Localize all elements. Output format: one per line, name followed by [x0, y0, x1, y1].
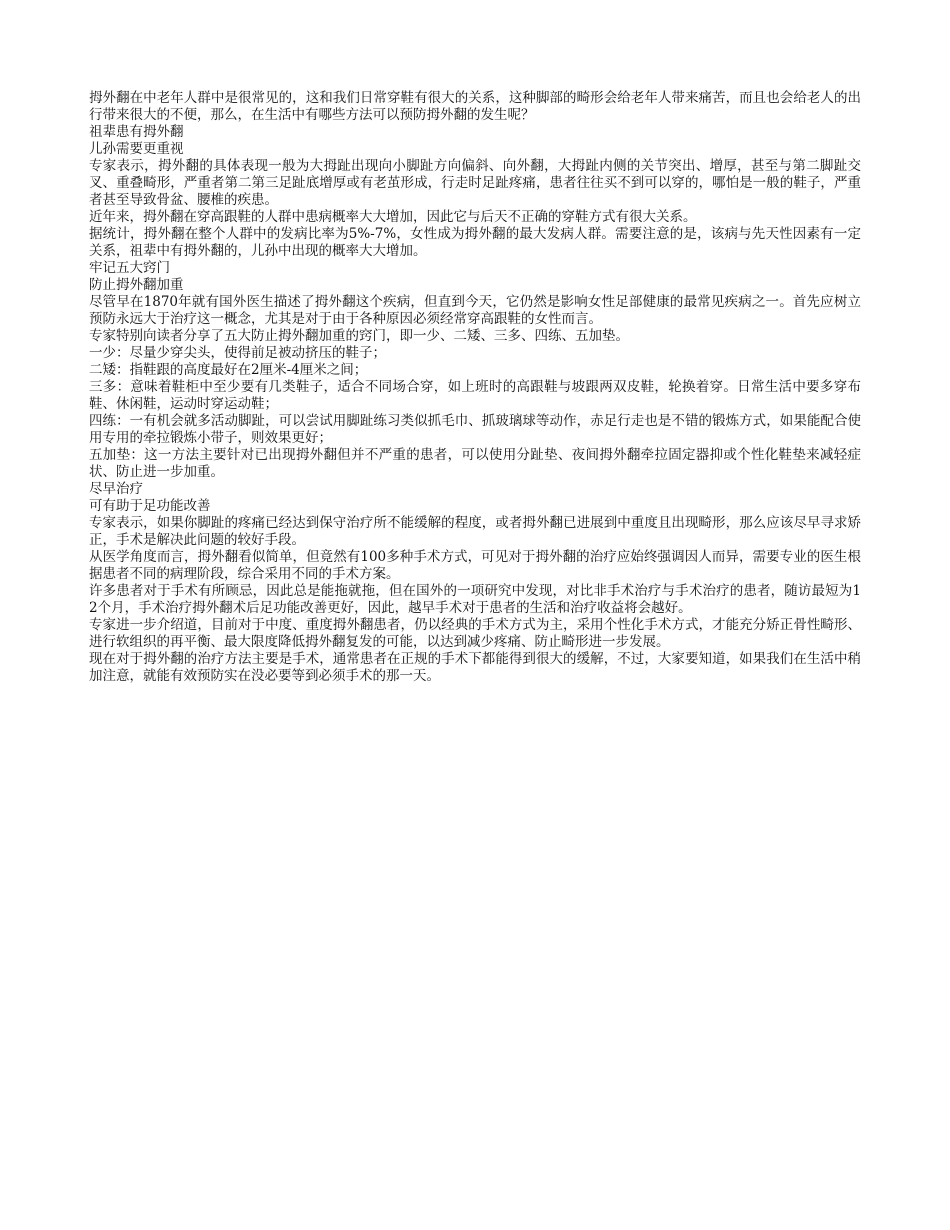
section-heading-line: 尽早治疗 [89, 481, 143, 497]
paragraph: 专家表示，如果你脚趾的疼痛已经达到保守治疗所不能缓解的程度，或者拇外翻已进展到中重度且出现畸形，那么应该尽早寻求矫正，手术是解决此问题的较好手段。 [89, 515, 861, 548]
section-heading-line: 牢记五大窍门 [89, 260, 170, 276]
paragraph: 据统计，拇外翻在整个人群中的发病比率为5%-7%，女性成为拇外翻的最大发病人群。需要注意的是，该病与先天性因素有一定关系，祖辈中有拇外翻的，儿孙中出现的概率大大增加。 [89, 226, 861, 259]
paragraph: 专家表示，拇外翻的具体表现一般为大拇趾出现向小脚趾方向偏斜、向外翻，大拇趾内侧的关节突出、增厚，甚至与第二脚趾交叉、重叠畸形，严重者第二第三足趾底增厚或有老茧形成，行走时足趾疼痛，患者往往买不到可以穿的，哪怕是一般的鞋子，严重者甚至导致骨盆、腰椎的疾患。 [89, 158, 861, 208]
paragraph: 尽管早在1870年就有国外医生描述了拇外翻这个疾病，但直到今天，它仍然是影响女性足部健康的最常见疾病之一。首先应树立预防永远大于治疗这一概念，尤其是对于由于各种原因必须经常穿高跟鞋的女性而言。 [89, 294, 861, 327]
section-heading-line: 可有助于足功能改善 [89, 498, 211, 514]
article-body [89, 90, 861, 685]
tip-item: 三多：意味着鞋柜中至少要有几类鞋子，适合不同场合穿，如上班时的高跟鞋与坡跟两双皮鞋，轮换着穿。日常生活中要多穿布鞋、休闲鞋，运动时穿运动鞋； [89, 379, 861, 412]
tip-item: 二矮：指鞋跟的高度最好在2厘米-4厘米之间； [89, 362, 368, 378]
paragraph: 近年来，拇外翻在穿高跟鞋的人群中患病概率大大增加，因此它与后天不正确的穿鞋方式有很大关系。 [89, 209, 697, 225]
paragraph: 专家进一步介绍道，目前对于中度、重度拇外翻患者，仍以经典的手术方式为主，采用个性化手术方式，才能充分矫正骨性畸形、进行软组织的再平衡、最大限度降低拇外翻复发的可能，以达到减少疼痛、防止畸形进一步发展。 [89, 617, 861, 650]
paragraph: 许多患者对于手术有所顾忌，因此总是能拖就拖，但在国外的一项研究中发现，对比非手术治疗与手术治疗的患者，随访最短为12个月，手术治疗拇外翻术后足功能改善更好，因此，越早手术对于患者的生活和治疗收益将会越好。 [89, 583, 861, 616]
tip-item: 一少：尽量少穿尖头，使得前足被动挤压的鞋子； [89, 345, 386, 361]
tip-item: 五加垫：这一方法主要针对已出现拇外翻但并不严重的患者，可以使用分趾垫、夜间拇外翻牵拉固定器抑或个性化鞋垫来减轻症状、防止进一步加重。 [89, 447, 861, 480]
paragraph: 从医学角度而言，拇外翻看似简单，但竟然有100多种手术方式，可见对于拇外翻的治疗应始终强调因人而异，需要专业的医生根据患者不同的病理阶段，综合采用不同的手术方案。 [89, 549, 861, 582]
section-heading-line: 祖辈患有拇外翻 [89, 124, 184, 140]
intro-paragraph: 拇外翻在中老年人群中是很常见的，这和我们日常穿鞋有很大的关系，这种脚部的畸形会给老年人带来痛苦，而且也会给老人的出行带来很大的不便，那么，在生活中有哪些方法可以预防拇外翻的发生呢？ [89, 90, 861, 123]
section-heading-line: 防止拇外翻加重 [89, 277, 184, 293]
paragraph: 专家特别向读者分享了五大防止拇外翻加重的窍门，即一少、二矮、三多、四练、五加垫。 [89, 328, 629, 344]
closing-paragraph: 现在对于拇外翻的治疗方法主要是手术，通常患者在正规的手术下都能得到很大的缓解，不过，大家要知道，如果我们在生活中稍加注意，就能有效预防实在没必要等到必须手术的那一天。 [89, 651, 861, 684]
section-heading-line: 儿孙需要更重视 [89, 141, 184, 157]
tip-item: 四练：一有机会就多活动脚趾，可以尝试用脚趾练习类似抓毛巾、抓玻璃球等动作，赤足行走也是不错的锻炼方式，如果能配合使用专用的牵拉锻炼小带子，则效果更好； [89, 413, 861, 446]
